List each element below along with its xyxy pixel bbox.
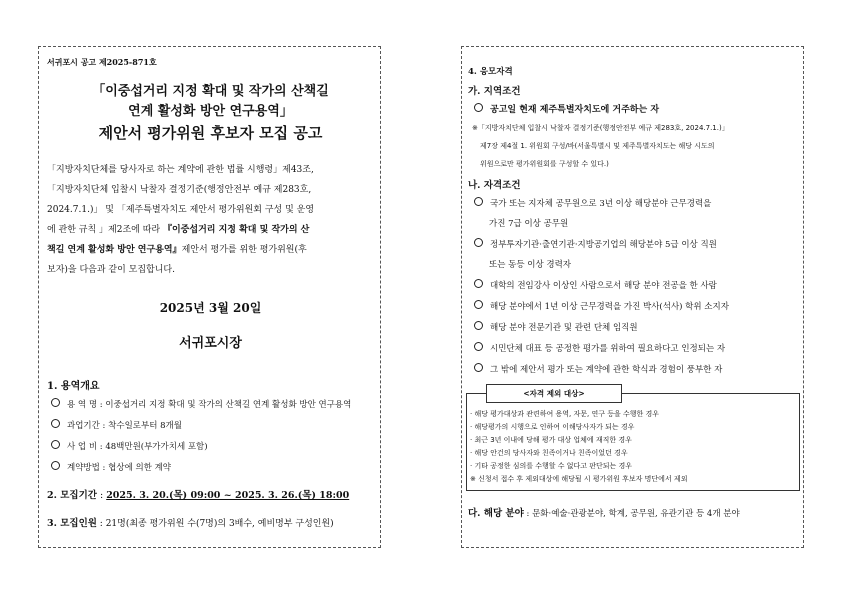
exclusion-item: · 최근 3년 이내에 당해 평가 대상 업체에 재직한 경우 (470, 436, 632, 444)
notice-number: 서귀포시 공고 제2025-871호 (47, 57, 157, 67)
qualification-text-cont: 가진 7급 이상 공무원 (489, 219, 569, 229)
circle-bullet-icon (474, 300, 483, 309)
circle-bullet-icon (474, 197, 483, 206)
intro-line-5 (47, 242, 307, 255)
overview-label: 계약방법 (67, 463, 100, 473)
circle-bullet-icon (474, 363, 483, 372)
overview-item: 용 역 명 : 이중섭거리 지정 확대 및 작가의 산책길 연계 활성화 방안 연구용역 (51, 398, 351, 410)
circle-bullet-icon (474, 342, 483, 351)
circle-bullet-icon (51, 461, 60, 470)
title-line-1: 「이중섭거리 지정 확대 및 작가의 산책길 (92, 84, 329, 99)
qualification-item (474, 300, 729, 312)
circle-bullet-icon (51, 398, 60, 407)
exclusion-note: ※ 신청서 접수 후 제외대상에 해당될 시 평가위원 후보자 명단에서 제외 (470, 475, 688, 483)
section-3-heading: 3. 모집인원 (47, 518, 97, 529)
region-note-line-2: 제7장 제4절 1. 위원회 구성/바(서울특별시 및 제주특별자치도는 해당 시도의 (480, 142, 715, 150)
field-value: 문화·예술·관광분야, 학계, 공무원, 유관기관 등 4개 분야 (532, 509, 740, 519)
exclusion-item: · 해당평가의 시행으로 인하여 이해당사자가 되는 경우 (470, 423, 635, 431)
exclusion-title: <자격 제외 대상> (486, 384, 622, 403)
region-condition-item (474, 102, 659, 115)
project-name-part-1: 『이중섭거리 지정 확대 및 작가의 산 (162, 225, 310, 235)
qualification-text: 그 밖에 제안서 평가 또는 계약에 관한 학식과 경험이 풍부한 자 (490, 365, 723, 375)
title-line-2: 연계 활성화 방안 연구용역」 (128, 104, 293, 119)
overview-item: 과업기간 : 착수일로부터 8개월 (51, 419, 182, 431)
qualification-text: 해당 분야 전문기관 및 관련 단체 임직원 (490, 323, 638, 333)
exclusion-item: · 해당 평가대상과 관련하여 용역, 자문, 연구 등을 수행한 경우 (470, 410, 659, 418)
region-condition-text: 공고일 현재 제주특별자치도에 거주하는 자 (490, 105, 660, 115)
overview-value: 착수일로부터 8개월 (108, 421, 182, 431)
qualification-text: 국가 또는 지자체 공무원으로 3년 이상 해당분야 근무경력을 (490, 199, 712, 209)
exclusion-item: · 해당 안건의 당사자와 친족이거나 친족이었던 경우 (470, 449, 628, 457)
circle-bullet-icon (51, 419, 60, 428)
qualification-item (474, 321, 638, 333)
overview-label: 과업기간 (67, 421, 100, 431)
intro-line-2: 「지방자치단체 입찰시 낙찰자 결정기준(행정안전부 예규 제283호, (47, 185, 312, 195)
intro-line-4-text: 에 관한 규칙 」제2조에 따라 (47, 225, 163, 235)
recruitment-count: 3. 모집인원 : 21명(최종 평가위원 수(7명)의 3배수, 예비명부 구성인원) (47, 518, 334, 529)
overview-label: 용 역 명 (67, 400, 98, 410)
left-page (38, 46, 381, 548)
qualification-item (474, 279, 717, 291)
overview-value: 협상에 의한 계약 (108, 463, 172, 473)
intro-line-3: 2024.7.1.)」 및 「제주특별자치도 제안서 평가위원회 구성 및 운영 (47, 205, 315, 215)
right-page (461, 46, 804, 548)
field-line: 다. 해당 분야 : 문화·예술·관광분야, 학계, 공무원, 유관기관 등 4개 분야 (468, 508, 740, 519)
circle-bullet-icon (474, 279, 483, 288)
project-name-part-2: 책길 연계 활성화 방안 연구용역』 (47, 245, 182, 255)
recruitment-period: 2. 모집기간 : 2025. 3. 20.(목) 09:00 ~ 2025. 3. 26.(목) 18:00 (47, 490, 350, 501)
overview-item: 사 업 비 : 48백만원(부가가치세 포함) (51, 440, 208, 452)
intro-line-1: 「지방자치단체를 당사자로 하는 계약에 관한 법률 시행령」제43조, (47, 165, 314, 175)
intro-line-4 (47, 222, 309, 235)
qualification-text: 시민단체 대표 등 공정한 평가를 위하여 필요하다고 인정되는 자 (490, 344, 726, 354)
qualification-text: 대학의 전임강사 이상인 사람으로서 해당 분야 전공을 한 사람 (490, 281, 717, 291)
overview-item: 계약방법 : 협상에 의한 계약 (51, 461, 171, 473)
overview-label: 사 업 비 (67, 442, 98, 452)
qualification-text-cont: 또는 동등 이상 경력자 (489, 260, 572, 270)
region-note-line-3: 위원으로만 평가위원회를 구성할 수 있다.) (480, 160, 609, 168)
page-title: 제안서 평가위원 후보자 모집 공고 (98, 124, 323, 142)
qualification-item (474, 197, 711, 209)
count-value: 21명(최종 평가위원 수(7명)의 3배수, 예비명부 구성인원) (105, 519, 334, 529)
issuer-name: 서귀포시장 (179, 336, 242, 351)
qualification-text: 정부투자기관·출연기관·지방공기업의 해당분야 5급 이상 직원 (490, 240, 717, 250)
section-2-heading: 2. 모집기간 (47, 490, 97, 501)
announcement-date: 2025년 3월 20일 (159, 301, 262, 315)
qualification-text: 해당 분야에서 1년 이상 근무경력을 가진 박사(석사) 학위 소지자 (490, 302, 729, 312)
qualification-item (474, 238, 717, 250)
exclusion-item: · 기타 공정한 심의를 수행할 수 없다고 판단되는 경우 (470, 462, 633, 470)
intro-line-6: 보자)을 다음과 같이 모집합니다. (47, 265, 175, 275)
period-value: 2025. 3. 20.(목) 09:00 ~ 2025. 3. 26.(목) 18:00 (106, 490, 350, 501)
circle-bullet-icon (51, 440, 60, 449)
section-4-heading: 4. 응모자격 (468, 67, 513, 77)
region-condition-heading: 가. 지역조건 (468, 86, 521, 97)
qualification-heading: 나. 자격조건 (468, 180, 521, 191)
field-heading: 다. 해당 분야 (468, 508, 524, 519)
qualification-item (474, 363, 722, 375)
section-1-heading: 1. 용역개요 (47, 381, 100, 392)
region-note-line-1: ※「지방자치단체 입찰시 낙찰자 결정기준(행정안전부 예규 제283호, 2024.7.1.)」 (472, 124, 729, 132)
qualification-item (474, 342, 725, 354)
circle-bullet-icon (474, 321, 483, 330)
intro-line-5-text: 제안서 평가를 위한 평가위원(후 (181, 245, 307, 255)
circle-bullet-icon (474, 103, 483, 112)
circle-bullet-icon (474, 238, 483, 247)
overview-value: 이중섭거리 지정 확대 및 작가의 산책길 연계 활성화 방안 연구용역 (105, 400, 352, 410)
overview-value: 48백만원(부가가치세 포함) (105, 442, 208, 452)
